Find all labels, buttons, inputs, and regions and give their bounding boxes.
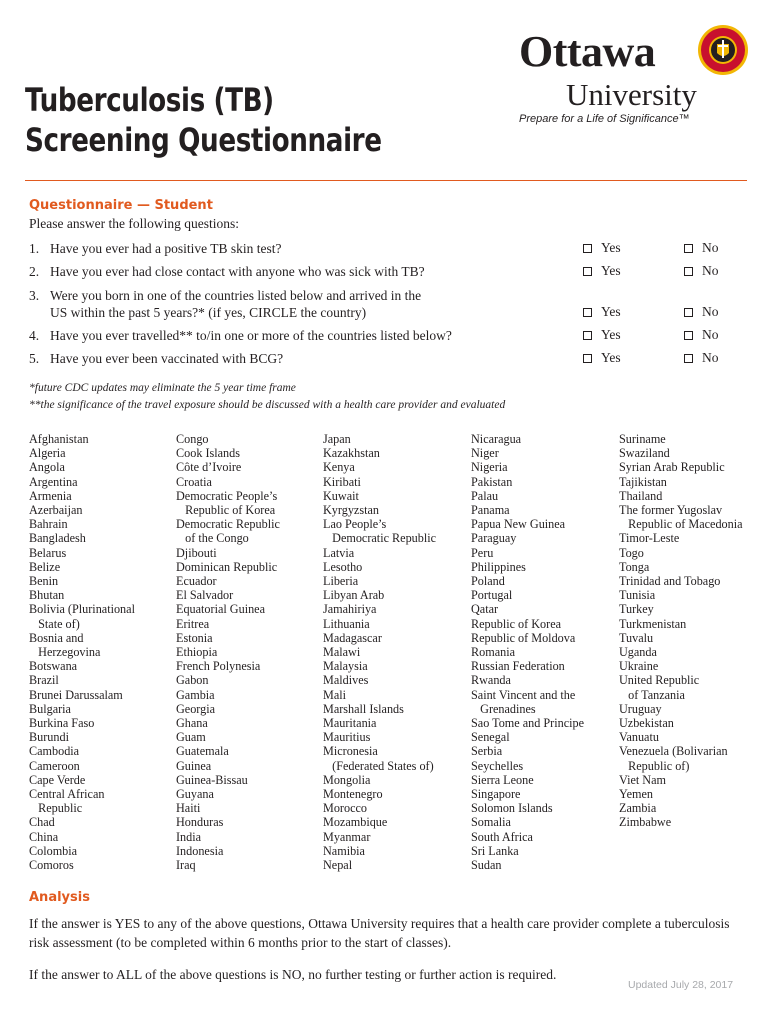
country-item: Cape Verde	[29, 772, 86, 787]
q5-yes-checkbox[interactable]	[583, 350, 621, 366]
country-item: Lesotho	[323, 559, 363, 574]
q3-yes-checkbox[interactable]	[583, 304, 621, 320]
question-text: Have you ever had a positive TB skin test?	[50, 241, 282, 256]
q5-no-checkbox[interactable]	[684, 350, 719, 366]
country-item: Eritrea	[176, 616, 210, 631]
country-item: Paraguay	[471, 531, 517, 546]
no-label: No	[702, 304, 719, 319]
checkbox-icon	[684, 308, 693, 317]
country-item: Solomon Islands	[471, 801, 553, 816]
country-item: Uruguay	[619, 701, 662, 716]
country-item: Democratic Republic	[176, 517, 280, 532]
country-item: Ethiopia	[176, 645, 218, 660]
country-item: Niger	[471, 446, 499, 461]
logo-name: Ottawa	[519, 27, 656, 76]
country-item: Timor-Leste	[619, 531, 680, 546]
q1-no-checkbox[interactable]	[684, 240, 719, 256]
country-item: Kazakhstan	[323, 446, 380, 461]
checkbox-icon	[583, 331, 592, 340]
question-number: 3.	[29, 288, 40, 303]
country-item: Republic of Korea	[471, 616, 562, 631]
country-item: Kenya	[323, 460, 355, 475]
q4-yes-checkbox[interactable]	[583, 327, 621, 343]
country-item: Djibouti	[176, 545, 217, 560]
country-item: Tonga	[619, 559, 650, 574]
country-item: Serbia	[471, 744, 503, 759]
country-item: Togo	[619, 545, 644, 560]
country-item: Belize	[29, 559, 61, 574]
country-item: Chad	[29, 815, 55, 830]
questionnaire-intro: Please answer the following questions:	[29, 216, 239, 231]
country-item: Libyan Arab	[323, 588, 385, 603]
no-label: No	[702, 240, 719, 255]
country-item: Colombia	[29, 843, 78, 858]
country-item: Poland	[471, 574, 505, 589]
country-item: Guinea-Bissau	[176, 772, 248, 787]
country-item: Sri Lanka	[471, 843, 519, 858]
country-item: Sudan	[471, 858, 502, 873]
country-item: Mauritania	[323, 716, 377, 731]
country-item: Mauritius	[323, 730, 371, 745]
country-item: Burkina Faso	[29, 716, 95, 731]
country-item: Zambia	[619, 801, 657, 816]
page-title-line2: Screening Questionnaire	[25, 121, 382, 159]
country-item: Angola	[29, 460, 65, 475]
country-item: Brunei Darussalam	[29, 687, 123, 702]
country-item: Dominican Republic	[176, 559, 278, 574]
country-item: Senegal	[471, 730, 510, 745]
checkbox-icon	[583, 244, 592, 253]
country-item: Myanmar	[323, 829, 371, 844]
country-item: Congo	[176, 432, 209, 446]
country-item: India	[176, 829, 202, 844]
country-item: Uzbekistan	[619, 716, 674, 731]
country-item: (Federated States of)	[323, 758, 434, 773]
country-item: Madagascar	[323, 630, 382, 645]
country-item: Bahrain	[29, 517, 68, 532]
country-column-3	[323, 432, 436, 872]
logo-university: University	[566, 77, 697, 112]
country-item: Lithuania	[323, 616, 370, 631]
country-item: French Polynesia	[176, 659, 261, 674]
country-item: Iraq	[176, 858, 196, 873]
question-text: Have you ever travelled** to/in one or more of the countries listed below?	[50, 328, 452, 343]
country-item: Bosnia and	[29, 630, 84, 645]
footnote-travel: **the significance of the travel exposure should be discussed with a health care provider and evaluated	[29, 399, 506, 411]
q2-no-checkbox[interactable]	[684, 263, 719, 279]
country-item: Kiribati	[323, 474, 361, 489]
country-item: Trinidad and Tobago	[619, 574, 721, 589]
country-item: Malawi	[323, 645, 361, 660]
country-item: Venezuela (Bolivarian	[619, 744, 728, 759]
country-column-4	[471, 432, 584, 872]
country-item: Nigeria	[471, 460, 508, 475]
country-item: Honduras	[176, 815, 224, 830]
country-item: Nicaragua	[471, 432, 522, 446]
country-item: Guatemala	[176, 744, 229, 759]
country-item: Republic of Macedonia	[619, 517, 743, 532]
country-item: The former Yugoslav	[619, 503, 723, 518]
country-item: Ghana	[176, 716, 208, 731]
country-item: Singapore	[471, 787, 521, 802]
country-item: Tuvalu	[619, 630, 654, 645]
country-item: Republic	[29, 801, 83, 816]
yes-label: Yes	[601, 327, 621, 342]
country-item: Lao People’s	[323, 517, 387, 532]
country-item: Portugal	[471, 588, 513, 603]
country-item: Namibia	[323, 843, 365, 858]
country-item: Brazil	[29, 673, 59, 688]
country-item: Thailand	[619, 488, 663, 503]
country-item: Gambia	[176, 687, 215, 702]
country-item: Cook Islands	[176, 446, 240, 461]
country-item: Azerbaijan	[29, 503, 83, 518]
country-item: Philippines	[471, 559, 526, 574]
country-item: Qatar	[471, 602, 499, 617]
country-item: Mali	[323, 687, 347, 702]
country-item: Mozambique	[323, 815, 388, 830]
country-item: Equatorial Guinea	[176, 602, 266, 617]
country-item: Democratic Republic	[323, 531, 437, 546]
country-item: of Tanzania	[619, 687, 685, 702]
checkbox-icon	[684, 244, 693, 253]
country-item: Japan	[323, 432, 351, 446]
q1-yes-checkbox[interactable]	[583, 240, 621, 256]
page-title-line1: Tuberculosis (TB)	[25, 81, 274, 119]
checkbox-icon	[583, 354, 592, 363]
yes-label: Yes	[601, 263, 621, 278]
header-divider	[25, 180, 747, 181]
yes-label: Yes	[601, 350, 621, 365]
country-item: Guinea	[176, 758, 212, 773]
country-item: Liberia	[323, 574, 359, 589]
no-label: No	[702, 327, 719, 342]
country-item: Jamahiriya	[323, 602, 377, 617]
country-item: Bulgaria	[29, 701, 71, 716]
country-item: Guam	[176, 730, 206, 745]
question-text: Have you ever been vaccinated with BCG?	[50, 351, 284, 366]
country-item: Gabon	[176, 673, 209, 688]
country-item: Zimbabwe	[619, 815, 672, 830]
country-column-5	[619, 432, 743, 830]
country-item: Georgia	[176, 701, 216, 716]
country-item: Swaziland	[619, 446, 670, 461]
page-title	[25, 80, 485, 160]
country-item: Ukraine	[619, 659, 659, 674]
country-item: Turkey	[619, 602, 654, 617]
question-number: 5.	[29, 351, 40, 366]
q4-no-checkbox[interactable]	[684, 327, 719, 343]
country-item: Marshall Islands	[323, 701, 404, 716]
updated-date: Updated July 28, 2017	[628, 979, 734, 991]
yes-label: Yes	[601, 304, 621, 319]
analysis-paragraph-2: If the answer to ALL of the above questions is NO, no further testing or further action is required.	[29, 967, 557, 982]
country-item: Central African	[29, 787, 105, 802]
country-item: Uganda	[619, 645, 657, 660]
country-item: Bangladesh	[29, 531, 86, 546]
country-item: Burundi	[29, 730, 69, 745]
country-item: Herzegovina	[29, 645, 101, 660]
country-item: Kyrgyzstan	[323, 503, 379, 518]
country-item: Bolivia (Plurinational	[29, 602, 135, 617]
country-column-1	[29, 432, 135, 872]
country-item: State of)	[29, 616, 80, 631]
country-item: El Salvador	[176, 588, 234, 603]
question-text-line2: US within the past 5 years?* (if yes, CIRCLE the country)	[50, 305, 367, 320]
footnote-cdc: *future CDC updates may eliminate the 5 year time frame	[29, 382, 296, 394]
country-item: Cambodia	[29, 744, 80, 759]
country-item: Argentina	[29, 474, 78, 489]
checkbox-icon	[684, 267, 693, 276]
question-text-line1: Were you born in one of the countries listed below and arrived in the	[50, 288, 422, 303]
country-item: Vanuatu	[619, 730, 659, 745]
country-item: Cameroon	[29, 758, 80, 773]
country-item: Benin	[29, 574, 59, 589]
country-item: Croatia	[176, 474, 212, 489]
country-item: Democratic People’s	[176, 488, 278, 503]
country-item: Russian Federation	[471, 659, 565, 674]
country-item: Afghanistan	[29, 432, 89, 446]
country-item: Palau	[471, 488, 499, 503]
country-item: Estonia	[176, 630, 213, 645]
country-item: Rwanda	[471, 673, 511, 688]
country-item: Latvia	[323, 545, 355, 560]
country-item: Botswana	[29, 659, 78, 674]
country-item: Guyana	[176, 787, 214, 802]
country-item: Ecuador	[176, 574, 217, 589]
no-label: No	[702, 263, 719, 278]
country-item: Sao Tome and Principe	[471, 716, 584, 731]
country-item: Armenia	[29, 488, 72, 503]
country-item: Côte d’Ivoire	[176, 460, 242, 475]
country-item: Viet Nam	[619, 772, 666, 787]
country-item: Papua New Guinea	[471, 517, 566, 532]
country-item: Bhutan	[29, 588, 65, 603]
question-number: 4.	[29, 328, 40, 343]
country-item: Suriname	[619, 432, 666, 446]
country-item: Republic of Korea	[176, 503, 276, 518]
country-item: South Africa	[471, 829, 533, 844]
country-item: Saint Vincent and the	[471, 687, 576, 702]
country-item: Republic of Moldova	[471, 630, 576, 645]
analysis-heading: Analysis	[29, 890, 90, 905]
country-item: Comoros	[29, 858, 74, 873]
question-number: 1.	[29, 241, 40, 256]
country-item: Seychelles	[471, 758, 524, 773]
country-item: Indonesia	[176, 843, 224, 858]
question-number: 2.	[29, 264, 40, 279]
country-item: Tunisia	[619, 588, 656, 603]
q3-no-checkbox[interactable]	[684, 304, 719, 320]
country-item: Algeria	[29, 446, 66, 461]
country-item: Micronesia	[323, 744, 378, 759]
country-item: Syrian Arab Republic	[619, 460, 725, 475]
country-item: Maldives	[323, 673, 369, 688]
country-item: Belarus	[29, 545, 67, 560]
country-item: Pakistan	[471, 474, 513, 489]
country-item: Kuwait	[323, 488, 359, 503]
yes-label: Yes	[601, 240, 621, 255]
country-item: Morocco	[323, 801, 367, 816]
country-item: China	[29, 829, 59, 844]
checkbox-icon	[684, 331, 693, 340]
country-item: Sierra Leone	[471, 772, 534, 787]
country-item: Tajikistan	[619, 474, 667, 489]
university-seal-icon	[697, 24, 749, 76]
analysis-paragraph-1: If the answer is YES to any of the above questions, Ottawa University requires that a health care provider complete a tuberculosis risk assessment (to be completed within 6 months prior to the start of classes).	[29, 916, 730, 950]
question-text: Have you ever had close contact with anyone who was sick with TB?	[50, 264, 425, 279]
country-item: Peru	[471, 545, 494, 560]
country-item: United Republic	[619, 673, 700, 688]
country-item: Nepal	[323, 858, 353, 873]
country-item: Somalia	[471, 815, 511, 830]
country-column-2	[176, 432, 280, 872]
no-label: No	[702, 350, 719, 365]
country-item: Malaysia	[323, 659, 368, 674]
country-item: Montenegro	[323, 787, 383, 802]
country-item: Yemen	[619, 787, 653, 802]
checkbox-icon	[583, 308, 592, 317]
country-item: Panama	[471, 503, 510, 518]
country-item: Romania	[471, 645, 516, 660]
country-item: Republic of)	[619, 758, 690, 773]
checkbox-icon	[583, 267, 592, 276]
country-item: Haiti	[176, 801, 201, 816]
q2-yes-checkbox[interactable]	[583, 263, 621, 279]
country-item: Mongolia	[323, 772, 371, 787]
logo-tagline: Prepare for a Life of Significance™	[519, 113, 690, 125]
country-item: Grenadines	[471, 701, 536, 716]
country-item: of the Congo	[176, 531, 249, 546]
checkbox-icon	[684, 354, 693, 363]
questionnaire-heading: Questionnaire — Student	[29, 198, 213, 213]
country-item: Turkmenistan	[619, 616, 687, 631]
